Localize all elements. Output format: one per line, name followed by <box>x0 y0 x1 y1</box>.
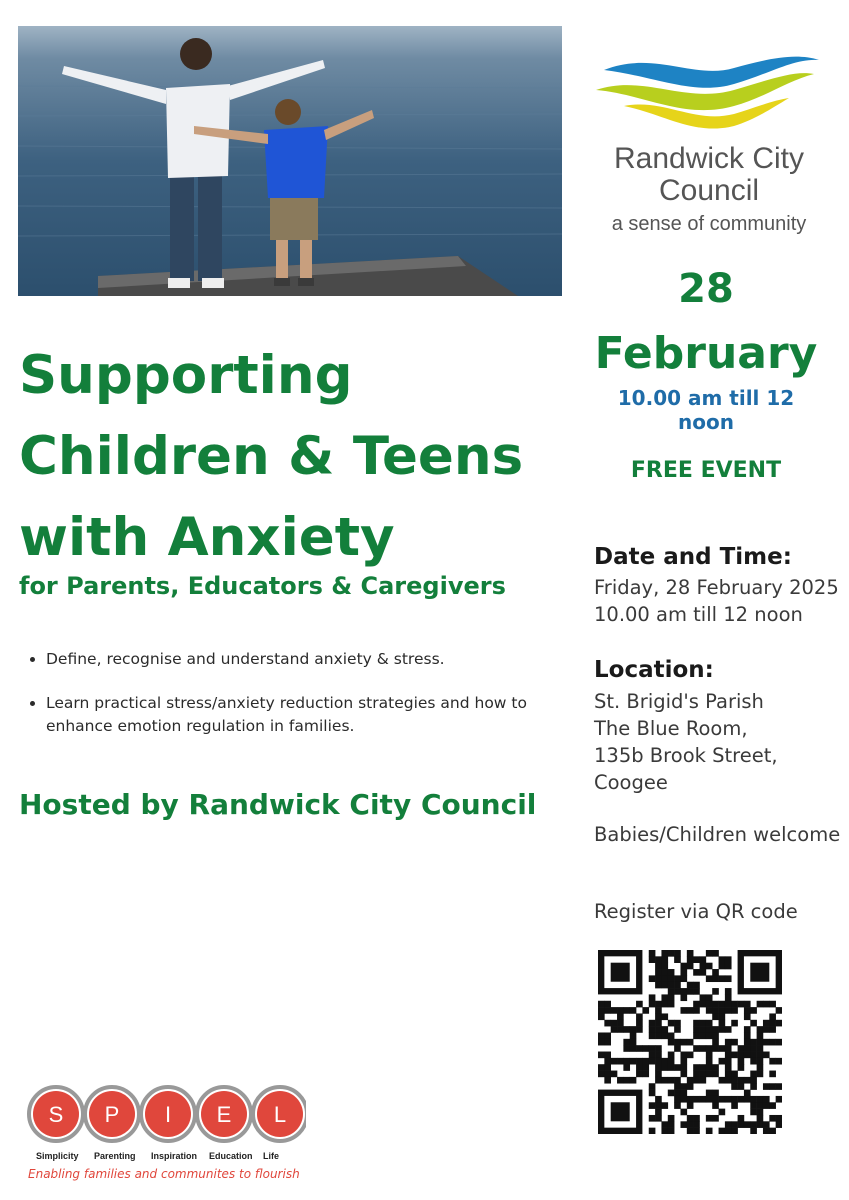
logo-line1: Randwick City <box>613 142 805 175</box>
bullet-item: • Learn practical stress/anxiety reduction strategies and how to enhance emotion regulation in families. <box>46 692 566 738</box>
register-note: Register via QR code <box>594 900 798 923</box>
location-line: 135b Brook Street, <box>594 744 778 767</box>
date-time-text <box>594 574 839 628</box>
event-time: 10.00 am till 12 noon <box>617 386 795 434</box>
spiel-letter: P <box>104 1102 120 1127</box>
spiel-logo <box>26 1084 306 1194</box>
spiel-word: Education <box>209 1151 253 1161</box>
location-text <box>594 688 778 796</box>
spiel-word: Simplicity <box>36 1151 79 1161</box>
randwick-wave-logo <box>584 40 834 240</box>
spiel-letter: E <box>216 1102 232 1127</box>
spiel-letter: I <box>164 1102 172 1127</box>
spiel-word: Inspiration <box>151 1151 198 1161</box>
event-day: 28 <box>678 266 734 312</box>
qr-code-icon[interactable] <box>598 950 782 1134</box>
spiel-letter: S <box>48 1102 64 1127</box>
location-line: The Blue Room, <box>594 717 748 740</box>
logo-line2: Council <box>658 174 760 207</box>
bullet-list <box>28 648 566 759</box>
spiel-word: Life <box>263 1151 280 1161</box>
location-label: Location: <box>594 657 714 683</box>
location-line: St. Brigid's Parish <box>594 690 764 713</box>
location-line: Coogee <box>594 771 668 794</box>
page-subtitle: for Parents, Educators & Caregivers <box>19 572 506 600</box>
welcome-note: Babies/Children welcome <box>594 823 841 846</box>
free-event-label: FREE EVENT <box>630 458 782 483</box>
hero-photo <box>18 26 562 296</box>
bullet-item: • Define, recognise and understand anxiety & stress. <box>46 648 566 671</box>
spiel-letter: L <box>273 1102 287 1127</box>
hosted-by: Hosted by Randwick City Council <box>19 788 537 821</box>
event-month: February <box>594 328 818 379</box>
spiel-word: Parenting <box>94 1151 136 1161</box>
page-title: Supporting Children & Teens with Anxiety <box>19 345 524 568</box>
logo-tagline: a sense of community <box>611 213 807 235</box>
date-time-label: Date and Time: <box>594 544 792 570</box>
spiel-tagline: Enabling families and communites to flourish <box>28 1167 300 1181</box>
date-line: Friday, 28 February 2025 <box>594 576 839 599</box>
time-line: 10.00 am till 12 noon <box>594 603 803 626</box>
